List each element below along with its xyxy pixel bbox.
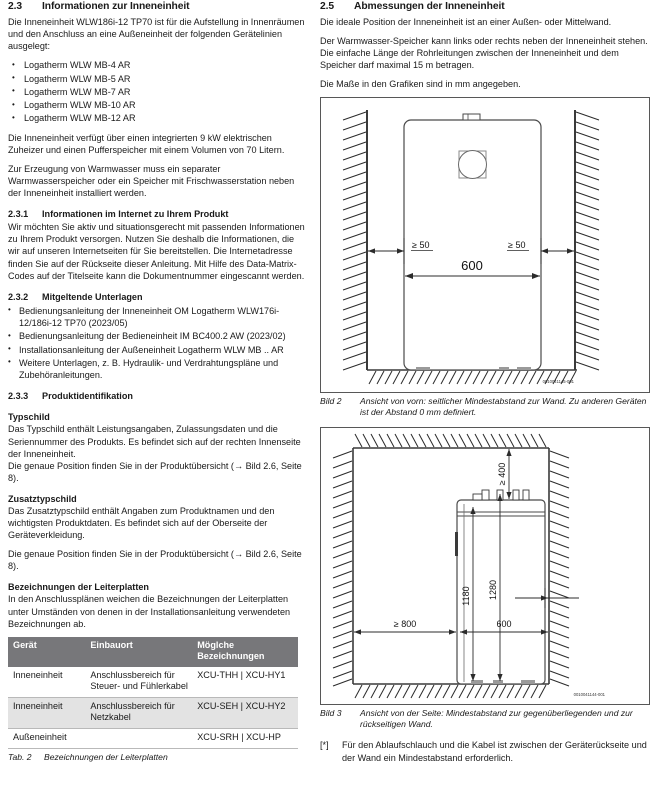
cell-bezeichnungen: XCU-SRH | XCU-HP <box>192 729 298 749</box>
footnote-marker: [*] <box>320 740 329 751</box>
paragraph-typschild-1: Das Typschild enthält Leistungsangaben, Zulassungsdaten und die Seriennummer des Produkts. Es befindet sich auf der rechten Innenseite der Inneneinheit. <box>8 424 301 459</box>
table-header-row <box>8 637 298 667</box>
paragraph-2-3-p3: Zur Erzeugung von Warmwasser muss ein separater Warmwasserspeicher oder ein Speicher mit Frischwasserstation neben der Inneneinheit installiert werden. <box>8 163 295 199</box>
wall-hatch-left <box>343 112 366 370</box>
section-number: 2.5 <box>320 1 335 12</box>
list-item: • Bedienungsanleitung der Bedieneinheit IM BC400.2 AW (2023/02) <box>8 330 308 342</box>
section-title: Mitgeltende Unterlagen <box>42 291 143 302</box>
list-item: • Logatherm WLW MB-5 AR <box>8 73 308 85</box>
paragraph-2-3-intro: Die Inneneinheit WLW186i-12 TP70 ist für die Aufstellung in Innenräumen und den Anschluss an eine Außeneinheit der folgenden Gerätelinien ausgelegt: <box>8 17 305 52</box>
cell-geraet: Inneneinheit <box>8 697 85 728</box>
paragraph-2-3-1: Wir möchten Sie aktiv und situationsgerecht mit passenden Informationen zu Ihrem Produkt versorgen. Nutzen Sie deshalb die Informationen, die wir auf unseren Internetseiten für Sie bereitstellen. Die Internetadresse finden Sie auf der Rückseite dieser Anleitung. Mit Hilfe des Data-Matrix-Codes auf der Titelseite kann die Dokumentnummer eingescannt werden. <box>8 222 305 281</box>
figure-3-drawing <box>321 428 649 704</box>
ceiling-hatch <box>355 434 546 447</box>
section-heading-2-5 <box>320 0 650 13</box>
figure-3-caption-text: Ansicht von der Seite: Mindestabstand zur gegenüberliegenden und zur rückseitigen Wand. <box>360 708 633 730</box>
related-documents-list <box>8 305 308 382</box>
section-number: 2.3 <box>8 1 23 12</box>
cell-geraet: Außeneinheit <box>8 729 85 749</box>
cell-geraet: Inneneinheit <box>8 667 85 698</box>
dimension-label-1180: 1180 <box>461 586 471 607</box>
column-header-geraet: Gerät <box>8 637 85 667</box>
cell-einbauort: Anschlussbereich für Netzkabel <box>85 697 192 728</box>
list-item: • Installationsanleitung der Außeneinheit Logatherm WLW MB .. AR <box>8 344 308 356</box>
list-item: • Logatherm WLW MB-4 AR <box>8 59 308 71</box>
floor-hatch <box>355 685 546 698</box>
table-row <box>8 697 298 728</box>
cell-einbauort: Anschlussbereich für Steuer- und Fühlerkabel <box>85 667 192 698</box>
list-item: • Logatherm WLW MB-7 AR <box>8 86 308 98</box>
paragraph-2-5-p2: Der Warmwasser-Speicher kann links oder rechts neben der Inneneinheit stehen. Die einfache Länge der Rohrleitungen zwischen der Inneneinheit und dem Speicher darf maximal 15 m betragen. <box>320 36 648 71</box>
figure-2-caption-text: Ansicht von vorn: seitlicher Mindestabstand zur Wand. Zu anderen Geräten ist der Abstand 0 mm definiert. <box>360 396 647 418</box>
column-header-einbauort: Einbauort <box>85 637 192 667</box>
cell-bezeichnungen: XCU-THH | XCU-HY1 <box>192 667 298 698</box>
dimension-label-400: ≥ 400 <box>497 463 507 486</box>
right-column <box>320 0 650 764</box>
section-number: 2.3.2 <box>8 291 29 302</box>
section-number: 2.3.3 <box>8 391 29 402</box>
dimension-label-right: ≥ 50 <box>508 240 526 251</box>
leiterplatten-table <box>8 637 298 749</box>
dimension-label-600: 600 <box>496 619 512 630</box>
section-title: Abmessungen der Inneneinheit <box>354 1 505 12</box>
table-caption <box>8 752 308 762</box>
dimension-label-1280: 1280 <box>488 580 498 601</box>
table-caption-label: Tab. 2 <box>8 751 32 762</box>
table-row <box>8 729 298 749</box>
paragraph-zusatztypschild-2: Die genaue Position finden Sie in der Produktübersicht (→ Bild 2.6, Seite 8). <box>8 549 302 572</box>
paragraph-2-5-p3: Die Maße in den Grafiken sind in mm angegeben. <box>320 79 521 90</box>
section-number: 2.3.1 <box>8 209 29 220</box>
wall-hatch-right <box>576 112 599 370</box>
section-title: Informationen im Internet zu Ihrem Produkt <box>42 209 229 220</box>
subheading-leiterplatten: Bezeichnungen der Leiterplatten <box>8 582 149 593</box>
section-heading-2-3 <box>8 0 308 13</box>
column-header-line1: Möglche <box>197 639 235 650</box>
list-item: • Logatherm WLW MB-12 AR <box>8 112 308 124</box>
table-caption-text: Bezeichnungen der Leiterplatten <box>44 751 168 762</box>
figure-3 <box>320 427 650 705</box>
section-title: Informationen zur Inneneinheit <box>42 1 190 12</box>
dimension-label-800: ≥ 800 <box>393 619 417 630</box>
cell-bezeichnungen: XCU-SEH | XCU-HY2 <box>192 697 298 728</box>
figure-2 <box>320 97 650 393</box>
section-heading-2-3-2 <box>8 291 308 303</box>
footnote-text: Für den Ablaufschlauch und die Kabel ist zwischen der Geräterückseite und der Wand ein Mindestabstand erforderlich. <box>342 740 647 763</box>
drawing-id: 0010041144-001 <box>573 692 605 698</box>
list-item: • Bedienungsanleitung der Inneneinheit OM Logatherm WLW176i-12/186i-12 TP70 (2023/05) <box>8 305 308 330</box>
section-heading-2-3-3 <box>8 390 308 402</box>
list-item: • Logatherm WLW MB-10 AR <box>8 99 308 111</box>
wall-hatch-left <box>333 451 352 686</box>
section-title: Produktidentifikation <box>42 391 133 402</box>
column-header-line2: Bezeichnungen <box>197 651 265 662</box>
drawing-id: 0010041145-001 <box>542 379 574 385</box>
section-heading-2-3-1 <box>8 208 308 220</box>
table-row <box>8 667 298 698</box>
list-item: • Weitere Unterlagen, z. B. Hydraulik- und Verdrahtungspläne und Zubehöranleitungen. <box>8 357 308 382</box>
column-header-bezeichnungen <box>192 637 298 667</box>
paragraph-zusatztypschild-1: Das Zusatztypschild enthält Angaben zum Produktnamen und den wichtigsten Produktdaten. Es befindet sich auf der Oberseite der Geräteverkleidung. <box>8 505 275 541</box>
dimension-front-clearance-800 <box>354 619 456 635</box>
figure-2-caption <box>320 396 650 418</box>
paragraph-2-3-p2: Die Inneneinheit verfügt über einen integrierten 9 kW elektrischen Zuheizer und einen Pufferspeicher mit einem Volumen von 70 Litern. <box>8 132 285 155</box>
figure-3-label: Bild 3 <box>320 708 342 719</box>
subheading-zusatztypschild: Zusatztypschild <box>8 493 77 504</box>
model-list <box>8 59 308 124</box>
figure-2-drawing <box>321 98 649 392</box>
paragraph-leiterplatten: In den Anschlussplänen weichen die Bezeichnungen der Leiterplatten unter Umständen von denen in der Installationsanleitung verwendeten Bezeichnungen ab. <box>8 594 291 629</box>
footnote <box>320 739 650 763</box>
dimension-label-left: ≥ 50 <box>412 240 430 251</box>
cell-einbauort <box>85 729 192 749</box>
figure-3-caption <box>320 708 650 730</box>
dimension-label-600: 600 <box>461 258 483 274</box>
subheading-typschild: Typschild <box>8 412 50 423</box>
paragraph-2-5-p1: Die ideale Position der Inneneinheit ist an einer Außen- oder Mittelwand. <box>320 17 612 27</box>
figure-2-label: Bild 2 <box>320 396 342 407</box>
left-column <box>8 0 308 762</box>
paragraph-typschild-2: Die genaue Position finden Sie in der Produktübersicht (→ Bild 2.6, Seite 8). <box>8 460 302 483</box>
wall-hatch-right <box>550 451 569 686</box>
